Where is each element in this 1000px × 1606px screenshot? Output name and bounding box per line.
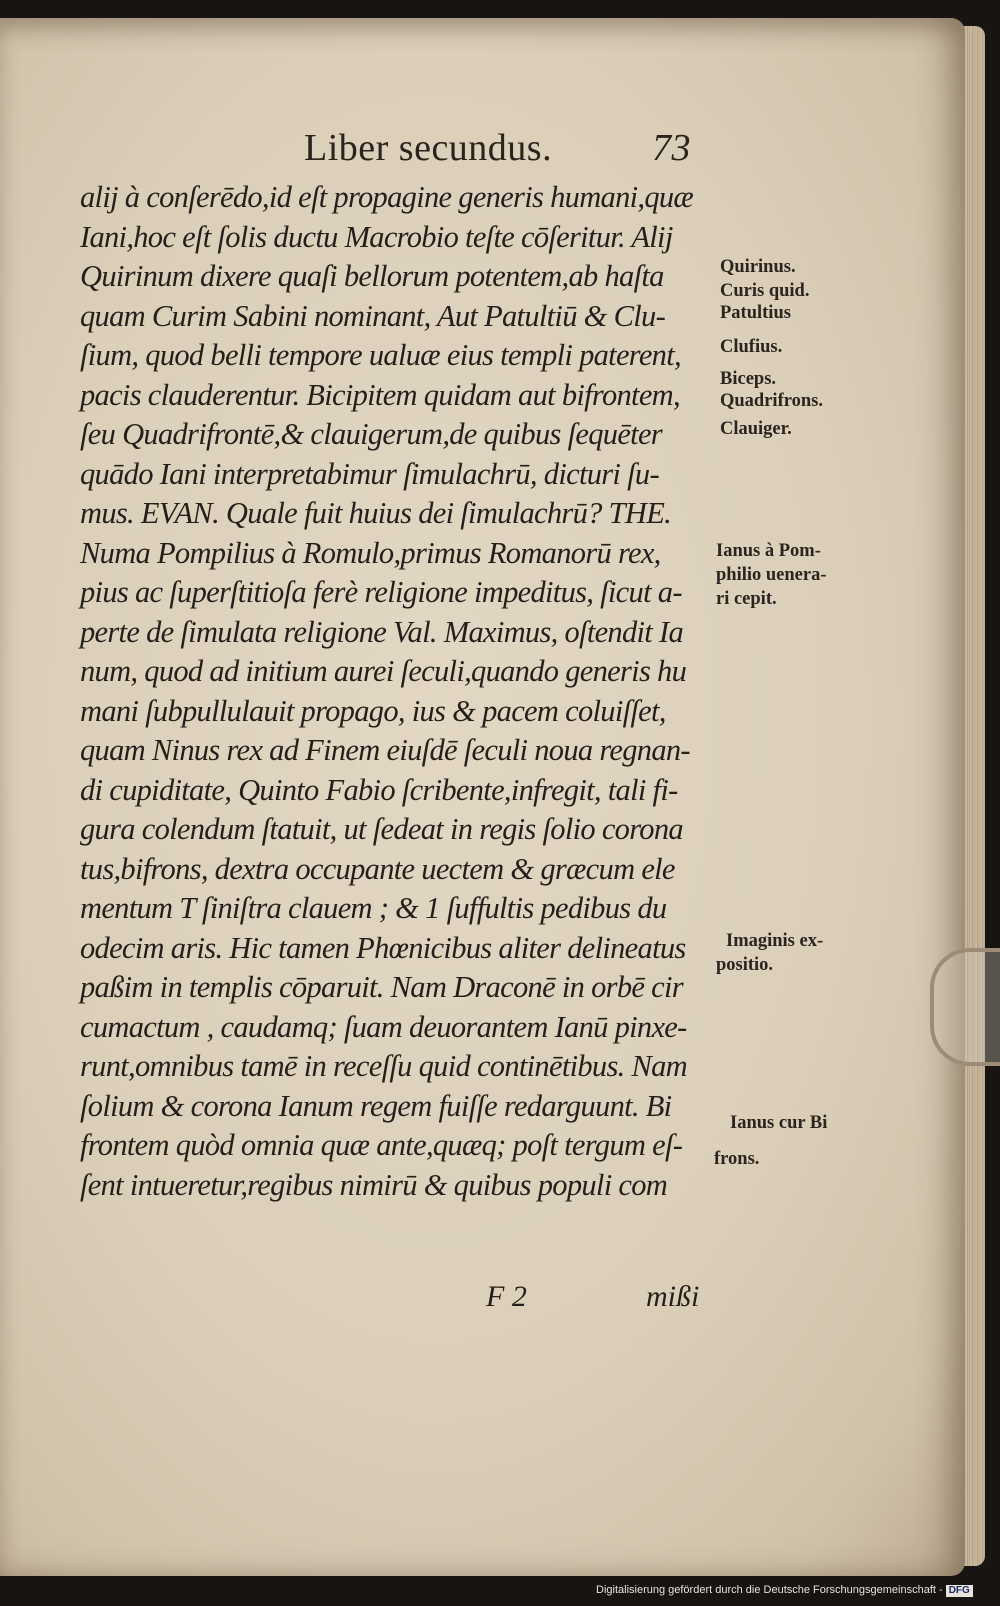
catchword: mißi [646, 1280, 700, 1313]
text-line: ſium, quod belli tempore ualuæ eius templi paterent, [80, 338, 681, 372]
marginal-note: Ianus à Pom- [716, 541, 821, 561]
text-line: alij à conſerēdo,id eſt propagine generis humani,quæ [80, 180, 694, 214]
text-line: pius ac ſuperſtitioſa ferè religione impeditus, ſicut a- [80, 575, 682, 609]
marginal-note: Clufius. [720, 337, 783, 357]
text-line: Quirinum dixere quaſi bellorum potentem,ab haſta [80, 259, 664, 293]
marginal-note: philio uenera- [716, 565, 827, 585]
marginal-note: Ianus cur Bi [730, 1113, 828, 1133]
marginal-note: Clauiger. [720, 419, 792, 439]
marginal-note: Biceps. [720, 369, 777, 389]
text-line: Iani,hoc eſt ſolis ductu Macrobio teſte cōſeritur. Alij [80, 219, 673, 254]
marginal-note: Patultius [720, 303, 791, 323]
book-clasp [930, 948, 1000, 1066]
text-line: gura colendum ſtatuit, ut ſedeat in regis ſolio corona [80, 812, 683, 846]
dfg-logo: DFG [946, 1585, 973, 1597]
text-line: num, quod ad initium aurei ſeculi,quando generis hu [80, 654, 687, 688]
text-line: runt,omnibus tamē in receſſu quid continētibus. Nam [80, 1049, 688, 1083]
marginal-note: ri cepit. [716, 589, 777, 609]
book-page [0, 18, 965, 1576]
text-line: quam Curim Sabini nominant, Aut Patultiū & Clu- [80, 298, 666, 333]
digitization-credit [596, 1584, 973, 1597]
text-line: cumactum , caudamq; ſuam deuorantem Ianū pinxe- [80, 1009, 687, 1044]
text-line: ſeu Quadrifrontē,& clauigerum,de quibus ſequēter [80, 417, 662, 451]
text-line: ſolium & corona Ianum regem fuiſſe redarguunt. Bi [80, 1088, 672, 1123]
marginal-note: frons. [714, 1149, 760, 1169]
text-line: ſent intueretur,regibus nimirū & quibus populi com [80, 1167, 668, 1202]
text-line: di cupiditate, Quinto Fabio ſcribente,infregit, tali fi- [80, 772, 678, 807]
marginal-note: positio. [716, 955, 774, 975]
marginal-note: Curis quid. [720, 281, 810, 301]
text-line: frontem quòd omnia quæ ante,quæq; poſt tergum eſ- [80, 1128, 683, 1162]
credit-text: Digitalisierung gefördert durch die Deutsche Forschungsgemeinschaft - [596, 1584, 943, 1596]
running-title: Liber secundus. [304, 127, 553, 169]
text-line: odecim aris. Hic tamen Phœnicibus aliter delineatus [80, 930, 686, 965]
main-text-block [80, 178, 730, 1205]
signature-mark: F 2 [486, 1280, 527, 1313]
text-line: mentum T ſiniſtra clauem ; & 1 ſuffultis pedibus du [80, 891, 667, 925]
text-line: perte de ſimulata religione Val. Maximus, oſtendit Ia [80, 614, 684, 649]
text-line: quādo Iani interpretabimur ſimulachrū, dicturi ſu- [80, 456, 659, 491]
marginal-note: Quirinus. [720, 257, 796, 277]
folio-number: 73 [652, 127, 691, 169]
text-line: Numa Pompilius à Romulo,primus Romanorū rex, [80, 535, 661, 570]
marginal-note: Quadrifrons. [720, 391, 823, 411]
text-line: quam Ninus rex ad Finem eiuſdē ſeculi noua regnan- [80, 733, 690, 767]
marginal-note: Imaginis ex- [726, 931, 824, 951]
text-line: mani ſubpullulauit propago, ius & pacem coluiſſet, [80, 693, 666, 728]
text-line: tus,bifrons, dextra occupante uectem & græcum ele [80, 851, 675, 886]
running-header [300, 126, 720, 176]
text-line: paßim in templis cōparuit. Nam Draconē in orbē cir [80, 970, 683, 1004]
page-fore-edge [963, 26, 985, 1566]
text-line: pacis clauderentur. Bicipitem quidam aut bifrontem, [80, 377, 680, 412]
text-line: mus. EVAN. Quale fuit huius dei ſimulachrū? THE. [80, 496, 672, 530]
